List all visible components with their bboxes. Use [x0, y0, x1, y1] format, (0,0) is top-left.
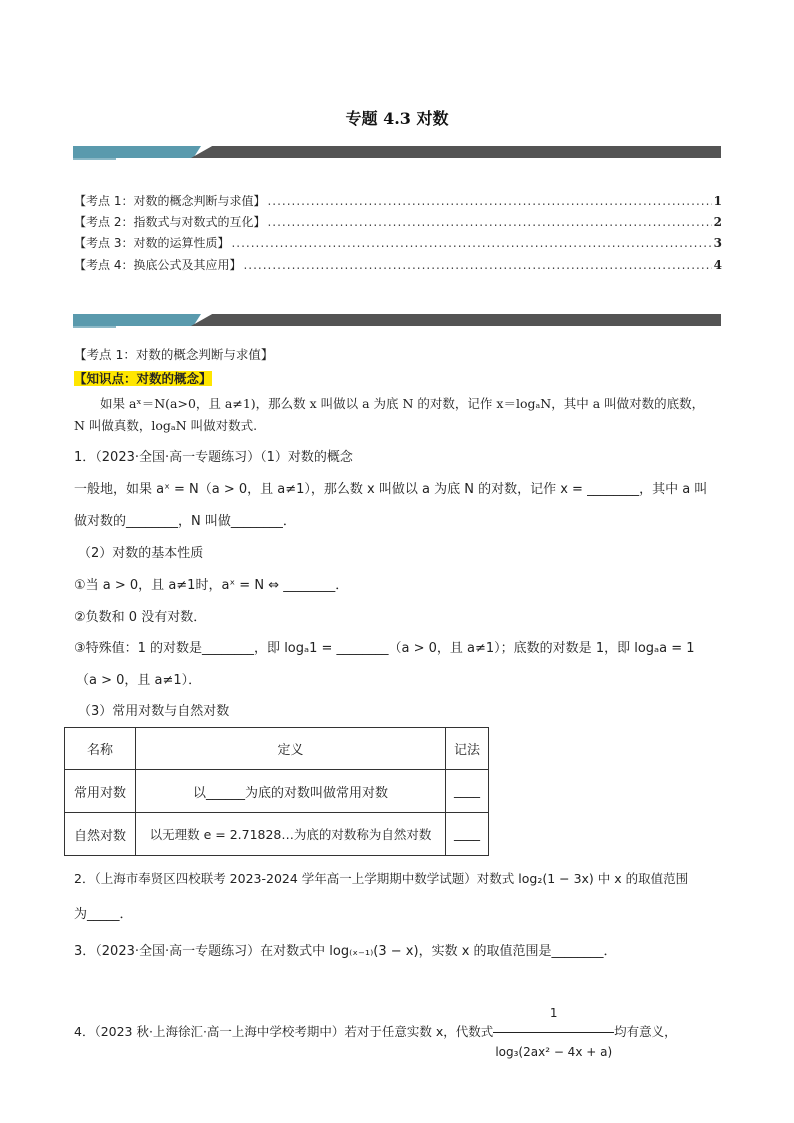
q1-header: 1．（2023·全国·高一专题练习）（1）对数的概念: [74, 450, 353, 465]
toc-entry[interactable]: [74, 192, 722, 210]
toc-entry-page: 3: [713, 236, 722, 250]
toc-entry[interactable]: [74, 256, 722, 274]
page-title: 专题 4.3 对数: [345, 109, 449, 128]
q1-part2-title: （2）对数的基本性质: [78, 546, 204, 561]
section-heading: 【考点 1：对数的概念判断与求值】: [74, 347, 274, 362]
table-cell: 以无理数 e = 2.71828…为底的对数称为自然对数: [136, 813, 446, 856]
toc-entry-label: 【考点 4：换底公式及其应用】: [74, 258, 242, 272]
toc-leader-dots: [231, 234, 711, 252]
toc-leader-dots: [243, 256, 711, 274]
table-row: [65, 813, 489, 856]
q1-line-2: 做对数的________，N 叫做________．: [74, 514, 296, 529]
q1-part3-title: （3）常用对数与自然对数: [78, 704, 230, 719]
table-cell: 以______为底的对数叫做常用对数: [136, 770, 446, 813]
q1-property-2: ②负数和 0 没有对数．: [74, 610, 207, 625]
toc-leader-dots: [267, 192, 711, 210]
table-cell: 自然对数: [65, 813, 136, 856]
toc-entry-page: 4: [713, 258, 722, 272]
q4-fraction-numerator: 1: [493, 994, 614, 1033]
q4-prefix: 4．（2023 秋·上海徐汇·高一上海中学校考期中）若对于任意实数 x，代数式: [74, 1024, 494, 1039]
toc-entry-label: 【考点 1：对数的概念判断与求值】: [74, 194, 266, 208]
definition-line-1: 如果 aˣ＝N(a>0，且 a≠1)，那么数 x 叫做以 a 为底 N 的对数，记作 x＝logₐN，其中 a 叫做对数的底数，: [100, 396, 705, 411]
table-cell: ____: [446, 770, 489, 813]
knowledge-tag-label: 【知识点：对数的概念】: [74, 371, 212, 386]
q4-fraction-denominator: log₃(2ax² − 4x + a): [495, 1045, 613, 1059]
q2-line-2: 为_____．: [74, 907, 133, 922]
toc-entry-label: 【考点 3：对数的运算性质】: [74, 236, 230, 250]
table-header-cell: 名称: [65, 728, 136, 770]
table-cell: 常用对数: [65, 770, 136, 813]
toc-entry-label: 【考点 2：指数式与对数式的互化】: [74, 215, 266, 229]
table-cell: ____: [446, 813, 489, 856]
decorative-divider-bar: [73, 314, 721, 326]
table-row: [65, 770, 489, 813]
table-header-row: [65, 728, 489, 770]
q1-property-3-cont: （a > 0，且 a≠1）．: [76, 673, 202, 688]
toc-entry[interactable]: [74, 213, 722, 231]
table-header-cell: 记法: [446, 728, 489, 770]
q1-property-1: ①当 a > 0，且 a≠1时，aˣ = N ⇔ ________．: [74, 578, 349, 593]
q1-property-3: ③特殊值：1 的对数是________，即 logₐ1 = ________（a > 0，且 a≠1）；底数的对数是 1，即 logₐa = 1: [74, 641, 695, 656]
q4-fraction: [493, 994, 614, 1071]
knowledge-tag: [74, 370, 212, 388]
toc-entry-page: 2: [713, 215, 722, 229]
toc-leader-dots: [267, 213, 711, 231]
q1-line-1: 一般地，如果 aˣ = N（a > 0，且 a≠1），那么数 x 叫做以 a 为底 N 的对数，记作 x = ________，其中 a 叫: [74, 482, 708, 497]
log-table: [64, 727, 489, 856]
table-header-cell: 定义: [136, 728, 446, 770]
toc-entry-page: 1: [713, 194, 722, 208]
q4-suffix: 均有意义，: [614, 1024, 677, 1039]
toc-entry[interactable]: [74, 234, 722, 252]
decorative-divider-bar: [73, 146, 721, 158]
q3-line-1: 3．（2023·全国·高一专题练习）在对数式中 log₍ₓ₋₁₎(3 − x)，实数 x 的取值范围是________．: [74, 944, 617, 959]
q4-line-1: [74, 994, 677, 1071]
definition-line-2: N 叫做真数，logₐN 叫做对数式.: [74, 418, 258, 433]
q2-line-1: 2．（上海市奉贤区四校联考 2023-2024 学年高一上学期期中数学试题）对数式 log₂(1 − 3x) 中 x 的取值范围: [74, 871, 689, 886]
